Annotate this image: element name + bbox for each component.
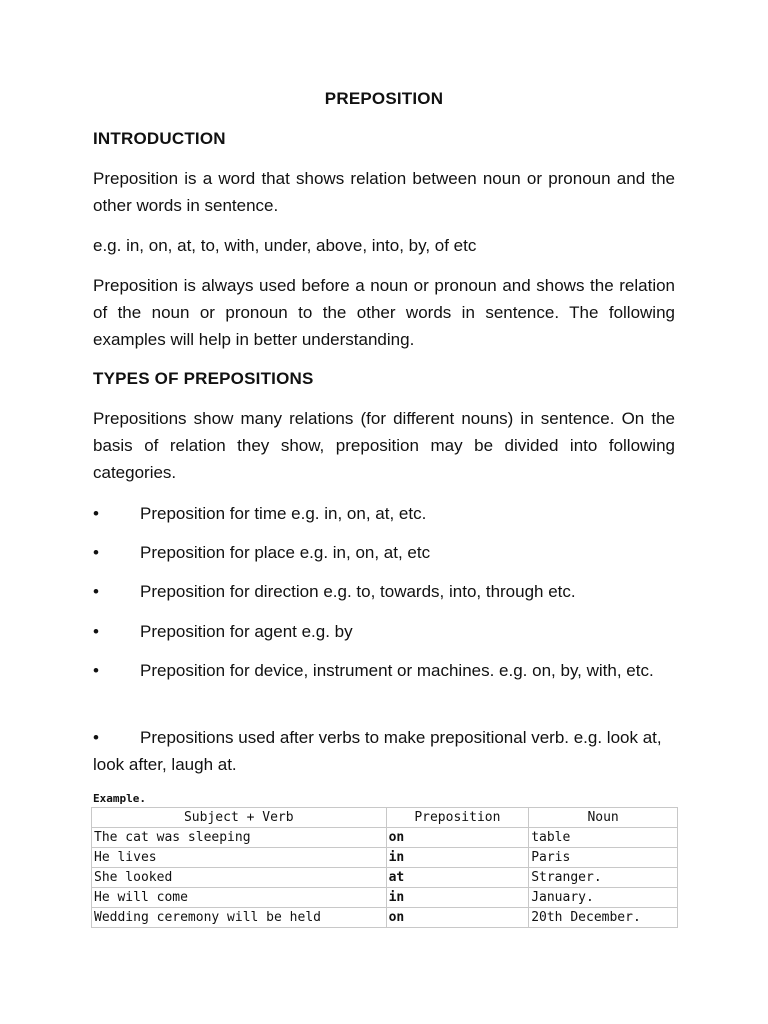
bullet-symbol: •: [93, 504, 99, 523]
bullet-symbol: •: [93, 543, 99, 562]
example-table: [91, 807, 678, 928]
cell-subject-verb: He lives: [92, 848, 387, 868]
table-row: [92, 888, 678, 908]
bullet-text: Preposition for agent e.g. by: [140, 622, 353, 641]
cell-noun: January.: [529, 888, 678, 908]
cell-subject-verb: She looked: [92, 868, 387, 888]
bullet-symbol: •: [93, 622, 99, 641]
column-header-noun: Noun: [529, 808, 678, 828]
cell-preposition: in: [386, 888, 529, 908]
cell-preposition: on: [386, 828, 529, 848]
cell-subject-verb: He will come: [92, 888, 387, 908]
types-heading: TYPES OF PREPOSITIONS: [93, 369, 314, 388]
bullet-item-prepositional-verb: [93, 724, 675, 778]
example-label: Example.: [93, 792, 146, 805]
bullet-text: Preposition for direction e.g. to, towards, into, through etc.: [140, 582, 576, 601]
bullet-text: Prepositions used after verbs to make prepositional verb. e.g. look at, look after, laugh at.: [93, 728, 662, 774]
cell-noun: 20th December.: [529, 908, 678, 928]
introduction-heading: INTRODUCTION: [93, 129, 226, 148]
introduction-paragraph-2: Preposition is always used before a noun or pronoun and shows the relation of the noun or pronoun to the other words in sentence. The following examples will help in better understanding.: [93, 276, 675, 349]
table-row: [92, 828, 678, 848]
cell-noun: Stranger.: [529, 868, 678, 888]
bullet-symbol: •: [93, 661, 99, 680]
cell-preposition: at: [386, 868, 529, 888]
cell-subject-verb: The cat was sleeping: [92, 828, 387, 848]
cell-preposition: on: [386, 908, 529, 928]
types-paragraph: Prepositions show many relations (for different nouns) in sentence. On the basis of relation they show, preposition may be divided into following categories.: [93, 409, 675, 482]
cell-preposition: in: [386, 848, 529, 868]
page-title: PREPOSITION: [324, 89, 444, 108]
bullet-item-device: [93, 657, 675, 684]
bullet-symbol: •: [93, 728, 99, 747]
bullet-item-time: [93, 500, 675, 527]
introduction-examples-line: e.g. in, on, at, to, with, under, above, into, by, of etc: [93, 236, 477, 255]
cell-noun: table: [529, 828, 678, 848]
bullet-text: Preposition for place e.g. in, on, at, etc: [140, 543, 431, 562]
bullet-item-direction: [93, 578, 675, 605]
table-row: [92, 848, 678, 868]
column-header-preposition: Preposition: [386, 808, 529, 828]
table-header-row: [92, 808, 678, 828]
bullet-text: Preposition for device, instrument or machines. e.g. on, by, with, etc.: [140, 661, 654, 680]
bullet-text: Preposition for time e.g. in, on, at, etc.: [140, 504, 427, 523]
table-row: [92, 908, 678, 928]
cell-noun: Paris: [529, 848, 678, 868]
bullet-item-agent: [93, 618, 675, 645]
table-row: [92, 868, 678, 888]
column-header-subject-verb: Subject + Verb: [92, 808, 387, 828]
cell-subject-verb: Wedding ceremony will be held: [92, 908, 387, 928]
bullet-symbol: •: [93, 582, 99, 601]
bullet-item-place: [93, 539, 675, 566]
introduction-paragraph-1: Preposition is a word that shows relation between noun or pronoun and the other words in sentence.: [93, 169, 675, 215]
